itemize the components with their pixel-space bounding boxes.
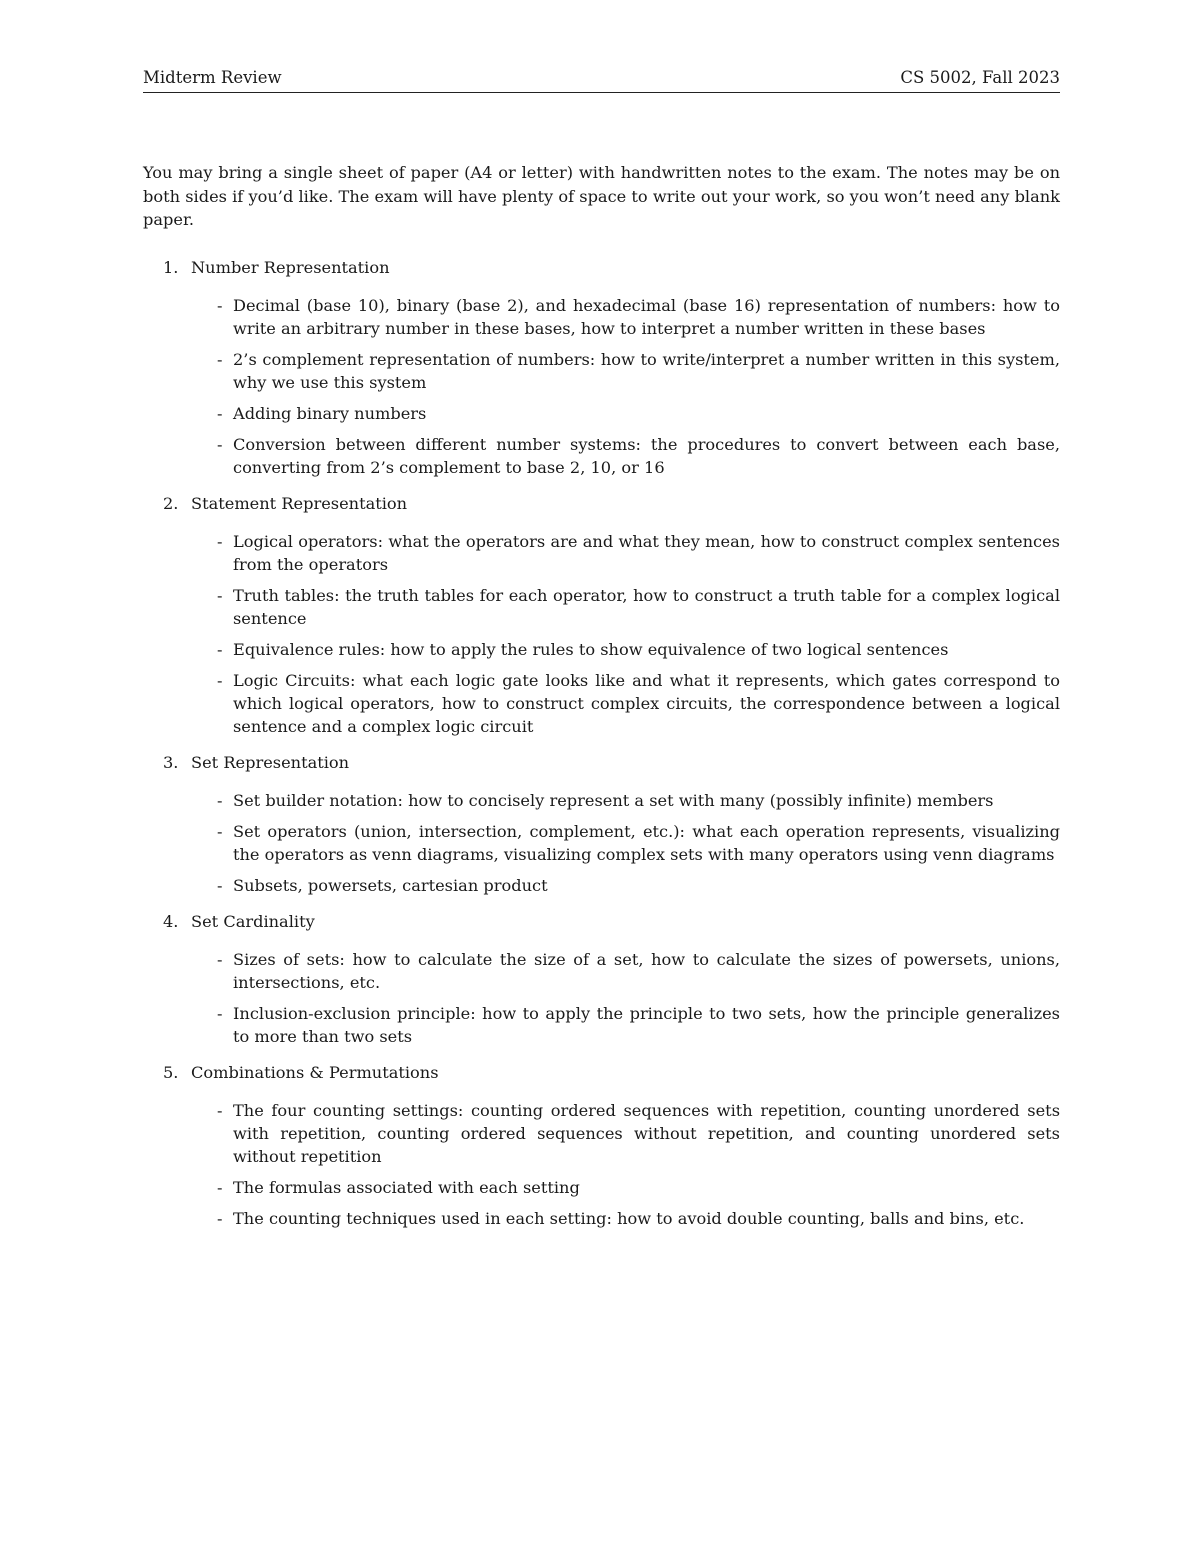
bullet-text: Truth tables: the truth tables for each operator, how to construct a truth table for a complex logical sentence xyxy=(233,586,1060,628)
bullet-marker: - xyxy=(217,532,223,551)
section-title-text: Statement Representation xyxy=(191,494,408,513)
bullet-marker: - xyxy=(217,435,223,454)
section-number: 1. xyxy=(163,258,179,277)
bullet-marker: - xyxy=(217,791,223,810)
bullet-marker: - xyxy=(217,822,223,841)
bullet-text: The counting techniques used in each setting: how to avoid double counting, balls and bins, etc. xyxy=(233,1209,1025,1228)
bullet-marker: - xyxy=(217,950,223,969)
bullet-list xyxy=(143,948,1060,1048)
bullet-item xyxy=(143,433,1060,479)
bullet-marker: - xyxy=(217,876,223,895)
bullet-text: Set builder notation: how to concisely represent a set with many (possibly infinite) members xyxy=(233,791,994,810)
bullet-marker: - xyxy=(217,1004,223,1023)
section-title-text: Set Cardinality xyxy=(191,912,315,931)
bullet-item xyxy=(143,530,1060,576)
header-course: CS 5002, Fall 2023 xyxy=(900,68,1060,87)
bullet-item xyxy=(143,584,1060,630)
bullet-list xyxy=(143,789,1060,897)
bullet-item xyxy=(143,1099,1060,1168)
bullet-text: The four counting settings: counting ordered sequences with repetition, counting unordered sets with repetition, counting ordered sequences without repetition, and counting unordered sets without repetition xyxy=(233,1101,1060,1166)
bullet-text: Set operators (union, intersection, complement, etc.): what each operation represents, visualizing the operators as venn diagrams, visualizing complex sets with many operators using venn diagrams xyxy=(233,822,1060,864)
bullet-marker: - xyxy=(217,1209,223,1228)
section-title-text: Set Representation xyxy=(191,753,350,772)
bullet-list xyxy=(143,530,1060,738)
bullet-marker: - xyxy=(217,1178,223,1197)
bullet-marker: - xyxy=(217,296,223,315)
topic-section xyxy=(143,910,1060,1048)
bullet-item xyxy=(143,874,1060,897)
topic-section xyxy=(143,751,1060,897)
bullet-list xyxy=(143,1099,1060,1230)
bullet-text: Logic Circuits: what each logic gate looks like and what it represents, which gates correspond to which logical operators, how to construct complex circuits, the correspondence between a logical sentence and a complex logic circuit xyxy=(233,671,1060,736)
bullet-text: Subsets, powersets, cartesian product xyxy=(233,876,548,895)
bullet-item xyxy=(143,1207,1060,1230)
bullet-marker: - xyxy=(217,671,223,690)
bullet-item xyxy=(143,948,1060,994)
bullet-text: Adding binary numbers xyxy=(233,404,427,423)
section-number: 2. xyxy=(163,494,179,513)
section-title-text: Combinations & Permutations xyxy=(191,1063,439,1082)
bullet-text: Inclusion-exclusion principle: how to apply the principle to two sets, how the principle generalizes to more than two sets xyxy=(233,1004,1060,1046)
bullet-text: Equivalence rules: how to apply the rules to show equivalence of two logical sentences xyxy=(233,640,949,659)
bullet-item xyxy=(143,789,1060,812)
bullet-item xyxy=(143,402,1060,425)
topic-section xyxy=(143,256,1060,479)
bullet-item xyxy=(143,1176,1060,1199)
section-title xyxy=(143,492,1060,515)
topic-section xyxy=(143,492,1060,738)
bullet-list xyxy=(143,294,1060,479)
bullet-item xyxy=(143,638,1060,661)
bullet-text: Decimal (base 10), binary (base 2), and hexadecimal (base 16) representation of numbers: how to write an arbitrary number in these bases, how to interpret a number written in these bases xyxy=(233,296,1060,338)
bullet-item xyxy=(143,348,1060,394)
section-title xyxy=(143,910,1060,933)
section-number: 3. xyxy=(163,753,179,772)
bullet-item xyxy=(143,820,1060,866)
bullet-item xyxy=(143,1002,1060,1048)
section-title xyxy=(143,256,1060,279)
bullet-text: The formulas associated with each setting xyxy=(233,1178,580,1197)
bullet-marker: - xyxy=(217,1101,223,1120)
intro-paragraph: You may bring a single sheet of paper (A4 or letter) with handwritten notes to the exam. The notes may be on both sides if you’d like. The exam will have plenty of space to write out your work, so you won’t need any blank paper. xyxy=(143,163,1060,230)
bullet-marker: - xyxy=(217,586,223,605)
page-header xyxy=(143,66,1060,93)
section-title-text: Number Representation xyxy=(191,258,390,277)
bullet-text: Logical operators: what the operators are and what they mean, how to construct complex sentences from the operators xyxy=(233,532,1060,574)
section-title xyxy=(143,1061,1060,1084)
bullet-text: 2’s complement representation of numbers: how to write/interpret a number written in this system, why we use this system xyxy=(233,350,1060,392)
bullet-item xyxy=(143,669,1060,738)
bullet-marker: - xyxy=(217,350,223,369)
section-title xyxy=(143,751,1060,774)
bullet-item xyxy=(143,294,1060,340)
section-number: 4. xyxy=(163,912,179,931)
header-title: Midterm Review xyxy=(143,68,282,87)
bullet-marker: - xyxy=(217,640,223,659)
section-number: 5. xyxy=(163,1063,179,1082)
bullet-marker: - xyxy=(217,404,223,423)
bullet-text: Sizes of sets: how to calculate the size of a set, how to calculate the sizes of powersets, unions, intersections, etc. xyxy=(233,950,1060,992)
bullet-text: Conversion between different number systems: the procedures to convert between each base, converting from 2’s complement to base 2, 10, or 16 xyxy=(233,435,1060,477)
topic-list xyxy=(143,256,1060,1243)
topic-section xyxy=(143,1061,1060,1230)
